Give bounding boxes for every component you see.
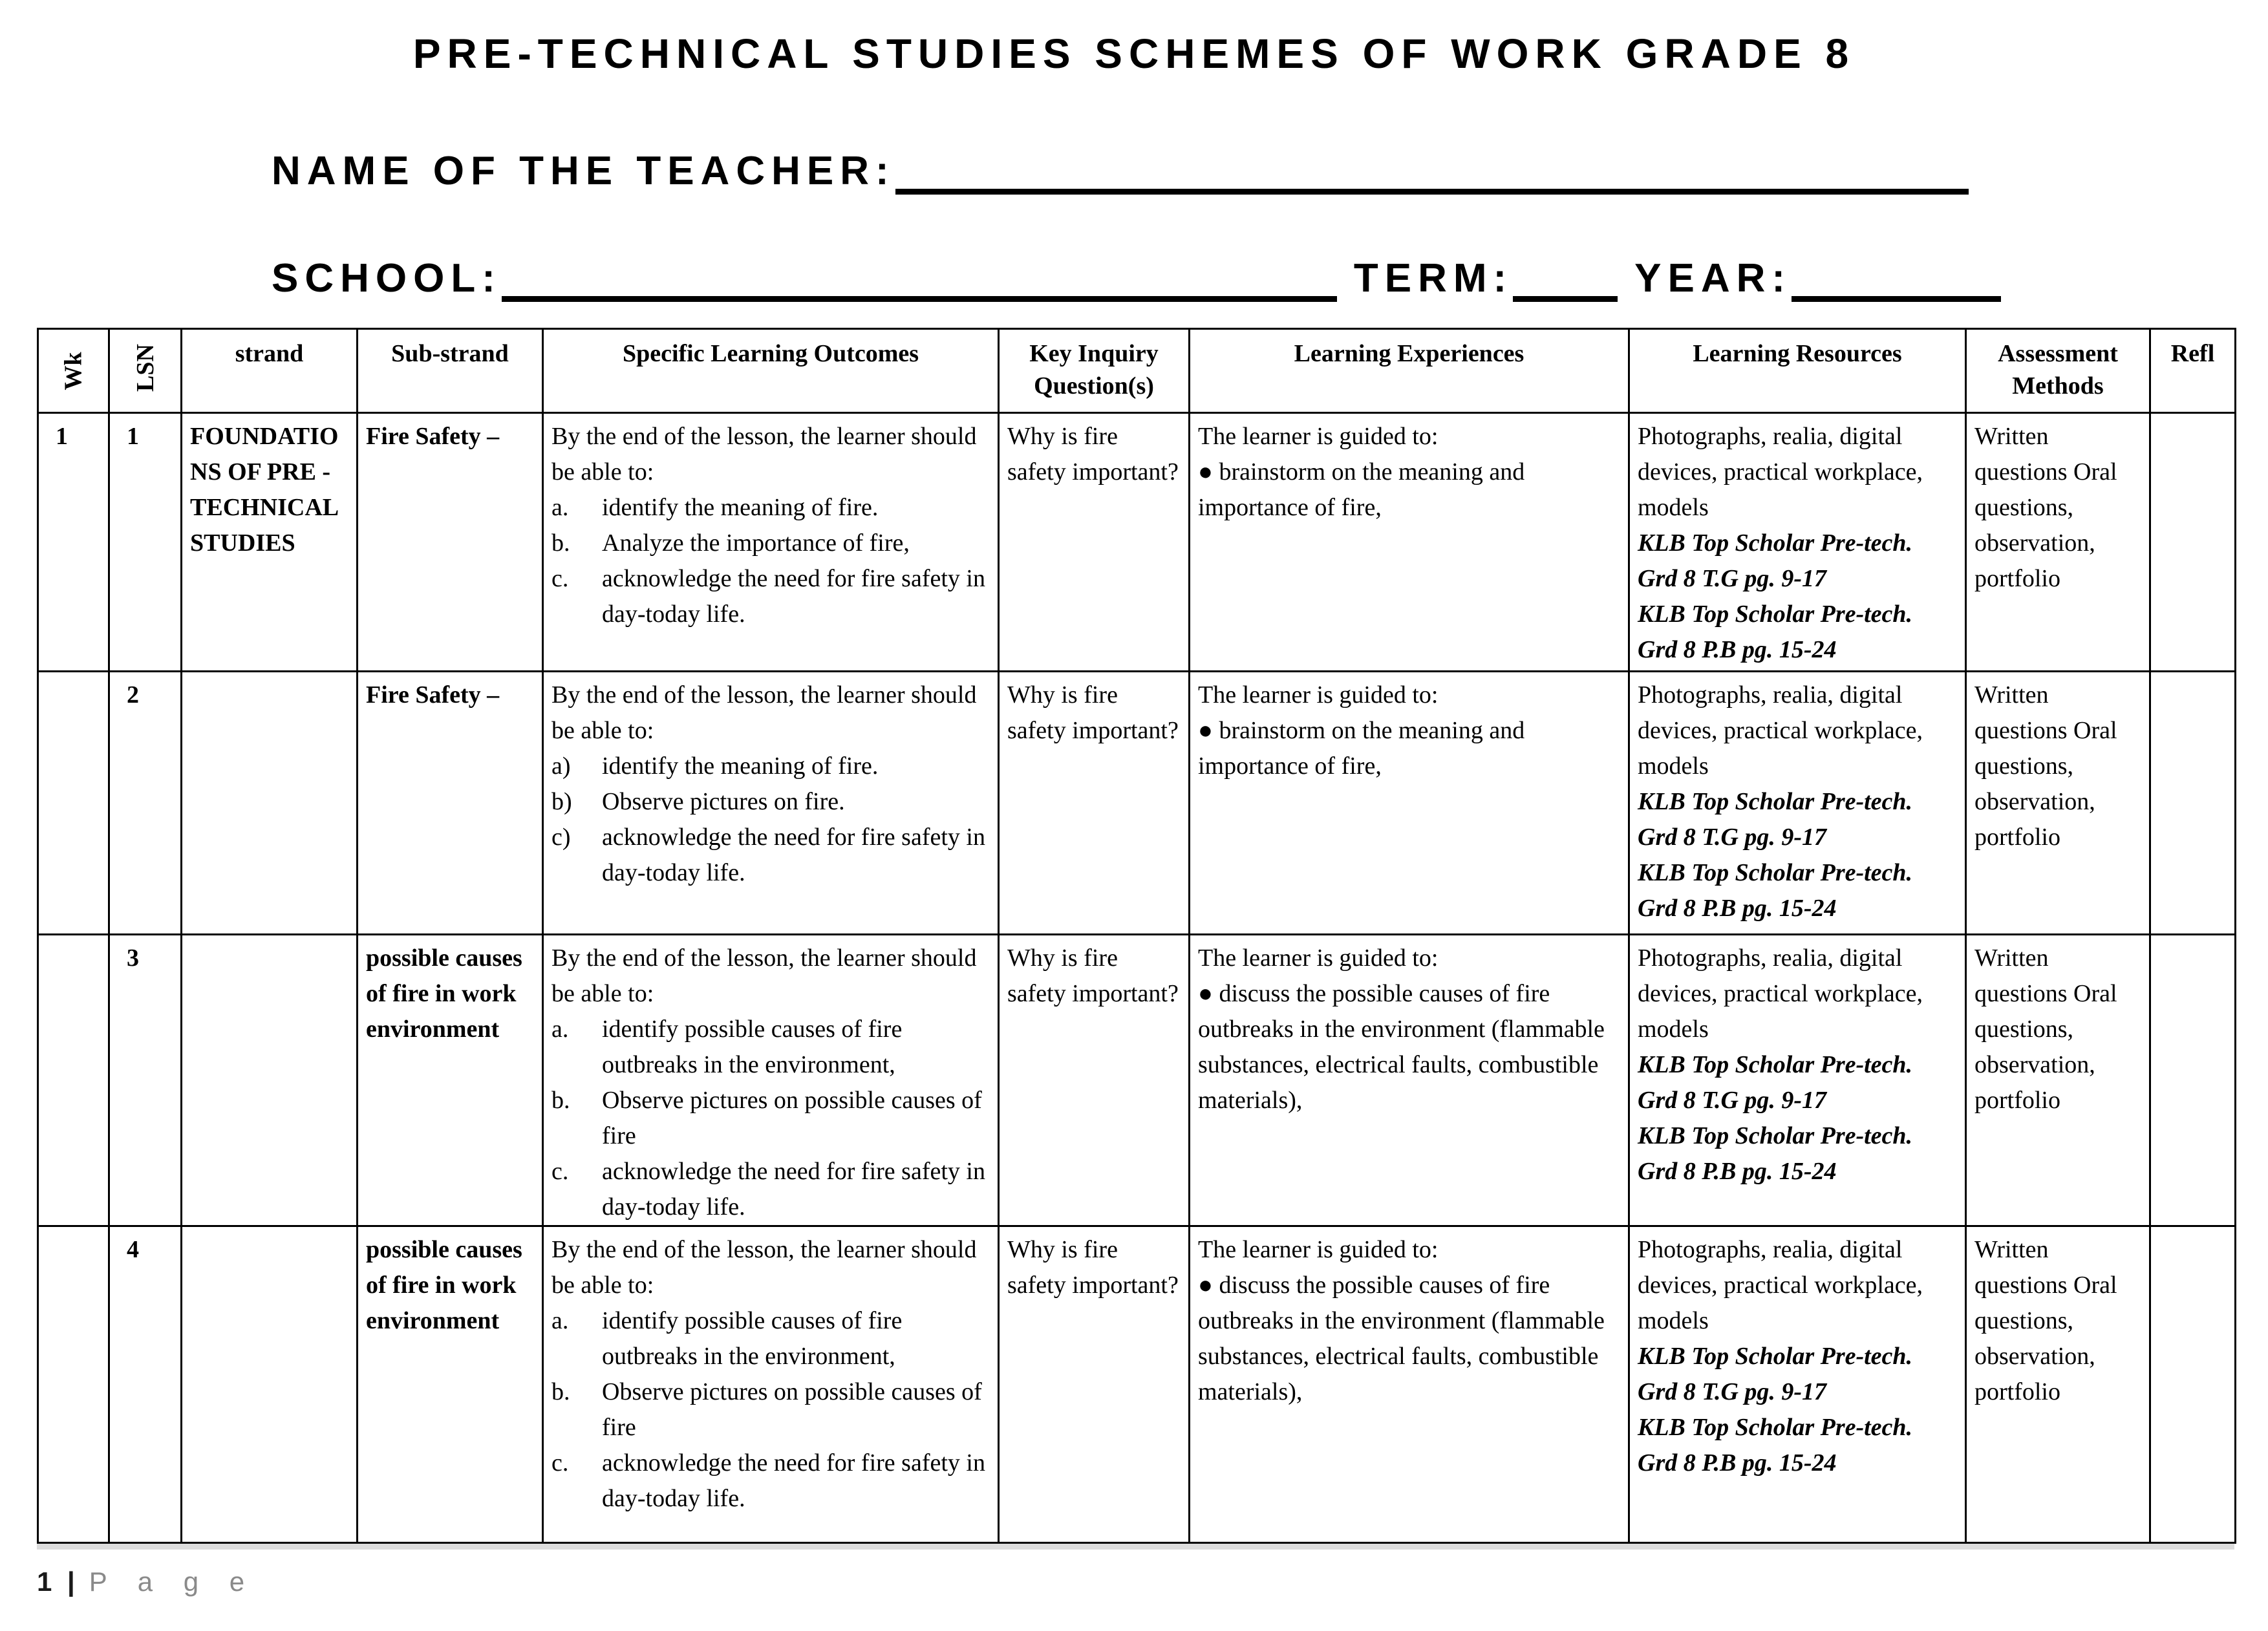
outcome-text: acknowledge the need for fire safety in day-today life. [602,1158,985,1221]
header-lsn [109,329,182,413]
experiences-cell [1190,672,1629,935]
teacher-name-label: NAME OF THE TEACHER: [272,149,895,194]
outcome-marker: a. [551,1016,569,1043]
outcome-marker: c. [551,1158,569,1186]
experiences-intro: The learner is guided to: [1198,423,1439,451]
term-blank-line [1513,290,1618,302]
wk-cell: 1 [38,413,109,672]
outcome-item [551,1374,990,1445]
table-row [38,1226,2236,1543]
resource-reference: KLB Top Scholar Pre-tech. Grd 8 T.G pg. 9-17 [1638,529,1913,593]
lsn-cell: 4 [109,1226,182,1543]
resources-cell [1629,1226,1966,1543]
outcome-marker: a) [551,752,571,780]
strand-cell [182,1226,358,1543]
outcome-text: identify possible causes of fire outbreaks in the environment, [602,1016,903,1079]
outcome-text: Observe pictures on possible causes of fire [602,1378,982,1442]
assessment-cell: Written questions Oral questions, observation, portfolio [1966,672,2150,935]
strand-cell [182,935,358,1226]
experiences-cell [1190,413,1629,672]
sub-strand-cell: Fire Safety – [358,413,543,672]
outcomes-cell [543,672,999,935]
outcome-item [551,1012,990,1083]
sub-strand-cell: Fire Safety – [358,672,543,935]
wk-cell [38,1226,109,1543]
scheme-of-work-table [37,328,2236,1544]
outcomes-intro: By the end of the lesson, the learner should be able to: [551,681,977,745]
school-term-year-line [272,253,2268,305]
refl-cell [2150,672,2236,935]
outcome-text: acknowledge the need for fire safety in day-today life. [602,565,985,628]
table-bottom-shadow [37,1544,2234,1550]
year-blank-line [1792,290,2001,302]
resources-cell [1629,672,1966,935]
outcome-marker: b. [551,1378,570,1406]
header-assessment-methods: Assessment Methods [1966,329,2150,413]
outcome-item [551,1083,990,1154]
header-key-inquiry: Key Inquiry Question(s) [999,329,1190,413]
resource-reference: KLB Top Scholar Pre-tech. Grd 8 P.B pg. 15-24 [1638,1414,1913,1477]
outcome-item [551,526,990,561]
experiences-bullet: ● brainstorm on the meaning and importance of fire, [1198,458,1525,522]
wk-cell [38,935,109,1226]
header-lsn-label: LSN [131,343,159,392]
outcomes-cell [543,935,999,1226]
strand-cell: FOUNDATIONS OF PRE - TECHNICAL STUDIES [182,413,358,672]
experiences-cell [1190,935,1629,1226]
resource-reference: KLB Top Scholar Pre-tech. Grd 8 P.B pg. 15-24 [1638,859,1913,922]
outcome-text: identify possible causes of fire outbreaks in the environment, [602,1307,903,1370]
table-row [38,672,2236,935]
strand-cell [182,672,358,935]
header-wk-label: Wk [59,352,87,390]
outcome-item [551,1303,990,1374]
outcome-marker: b. [551,1087,570,1114]
outcome-item [551,749,990,784]
refl-cell [2150,413,2236,672]
header-wk [38,329,109,413]
outcome-item [551,784,990,820]
resource-reference: KLB Top Scholar Pre-tech. Grd 8 P.B pg. 15-24 [1638,601,1913,664]
lsn-cell: 2 [109,672,182,935]
outcome-marker: c) [551,824,571,851]
resource-reference: KLB Top Scholar Pre-tech. Grd 8 T.G pg. 9-17 [1638,1051,1913,1114]
experiences-bullet: ● discuss the possible causes of fire outbreaks in the environment (flammable substances, electrical faults, combustible materials), [1198,980,1605,1114]
resource-reference: KLB Top Scholar Pre-tech. Grd 8 T.G pg. 9-17 [1638,1343,1913,1406]
outcomes-intro: By the end of the lesson, the learner should be able to: [551,944,977,1008]
footer-page-number: 1 | [37,1566,79,1597]
outcomes-cell [543,1226,999,1543]
outcome-item [551,820,990,891]
page-title: PRE-TECHNICAL STUDIES SCHEMES OF WORK GRADE 8 [412,30,1856,77]
teacher-name-line [272,145,2268,198]
outcome-text: Observe pictures on fire. [602,788,845,816]
page-footer [37,1566,2268,1597]
refl-cell [2150,935,2236,1226]
outcome-text: acknowledge the need for fire safety in day-today life. [602,824,985,887]
outcomes-intro: By the end of the lesson, the learner should be able to: [551,1236,977,1299]
footer-page-word: P a g e [89,1566,257,1597]
experiences-intro: The learner is guided to: [1198,944,1439,972]
table-row [38,413,2236,672]
outcome-item [551,561,990,632]
resource-reference: KLB Top Scholar Pre-tech. Grd 8 T.G pg. 9-17 [1638,788,1913,851]
outcomes-intro: By the end of the lesson, the learner should be able to: [551,423,977,486]
outcome-text: identify the meaning of fire. [602,752,879,780]
lsn-cell: 1 [109,413,182,672]
wk-cell [38,672,109,935]
teacher-name-blank-line [895,182,1969,195]
experiences-bullet: ● brainstorm on the meaning and importance of fire, [1198,717,1525,780]
resources-plain: Photographs, realia, digital devices, practical workplace, models [1638,681,1923,780]
assessment-cell: Written questions Oral questions, observation, portfolio [1966,935,2150,1226]
assessment-cell: Written questions Oral questions, observation, portfolio [1966,1226,2150,1543]
outcome-item [551,1445,990,1517]
outcome-text: Observe pictures on possible causes of fire [602,1087,982,1150]
experiences-intro: The learner is guided to: [1198,1236,1439,1264]
resources-cell [1629,935,1966,1226]
resource-reference: KLB Top Scholar Pre-tech. Grd 8 P.B pg. 15-24 [1638,1122,1913,1186]
outcome-text: Analyze the importance of fire, [602,529,910,557]
outcome-item [551,1154,990,1225]
school-label: SCHOOL: [272,255,502,301]
experiences-intro: The learner is guided to: [1198,681,1439,709]
header-refl: Refl [2150,329,2236,413]
sub-strand-cell: possible causes of fire in work environment [358,935,543,1226]
header-learning-experiences: Learning Experiences [1190,329,1629,413]
key-inquiry-cell: Why is fire safety important? [999,672,1190,935]
lsn-cell: 3 [109,935,182,1226]
table-header-row [38,329,2236,413]
header-sub-strand: Sub-strand [358,329,543,413]
refl-cell [2150,1226,2236,1543]
key-inquiry-cell: Why is fire safety important? [999,1226,1190,1543]
experiences-bullet: ● discuss the possible causes of fire outbreaks in the environment (flammable substances, electrical faults, combustible materials), [1198,1272,1605,1406]
term-label: TERM: [1353,255,1514,301]
header-specific-learning-outcomes: Specific Learning Outcomes [543,329,999,413]
document-page [0,27,2268,1631]
resources-cell [1629,413,1966,672]
outcome-text: acknowledge the need for fire safety in day-today life. [602,1449,985,1513]
outcome-marker: a. [551,494,569,522]
header-strand: strand [182,329,358,413]
key-inquiry-cell: Why is fire safety important? [999,935,1190,1226]
table-row [38,935,2236,1226]
outcome-item [551,490,990,526]
outcome-text: identify the meaning of fire. [602,494,879,522]
assessment-cell: Written questions Oral questions, observation, portfolio [1966,413,2150,672]
resources-plain: Photographs, realia, digital devices, practical workplace, models [1638,944,1923,1043]
scheme-of-work-table-wrap [37,328,2234,1544]
resources-plain: Photographs, realia, digital devices, practical workplace, models [1638,423,1923,522]
outcome-marker: c. [551,1449,569,1477]
year-label: YEAR: [1634,255,1792,301]
resources-plain: Photographs, realia, digital devices, practical workplace, models [1638,1236,1923,1335]
header-learning-resources: Learning Resources [1629,329,1966,413]
school-blank-line [502,290,1337,302]
key-inquiry-cell: Why is fire safety important? [999,413,1190,672]
outcome-marker: b) [551,788,572,816]
outcome-marker: c. [551,565,569,593]
outcome-marker: a. [551,1307,569,1335]
outcome-marker: b. [551,529,570,557]
experiences-cell [1190,1226,1629,1543]
sub-strand-cell: possible causes of fire in work environment [358,1226,543,1543]
outcomes-cell [543,413,999,672]
